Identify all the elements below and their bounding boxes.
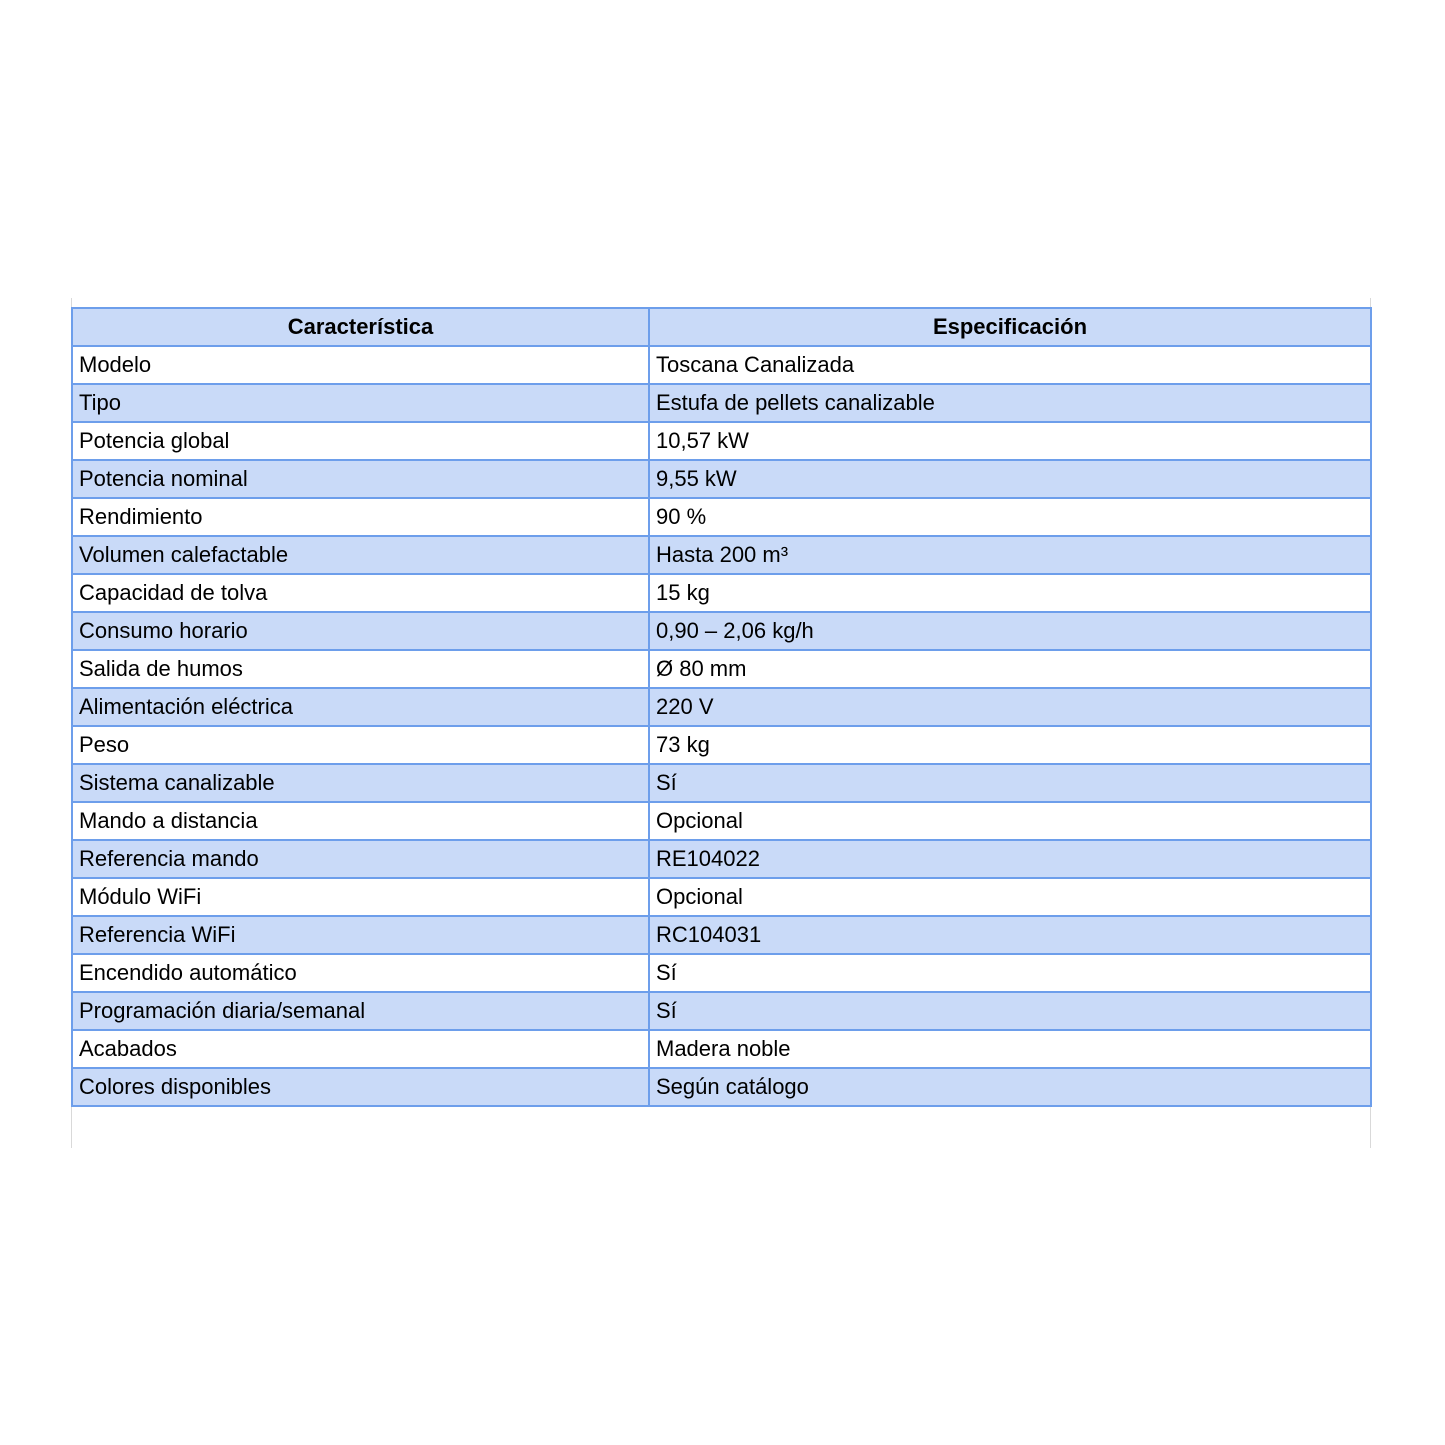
table-row xyxy=(72,802,1371,840)
characteristic-cell: Sistema canalizable xyxy=(72,764,649,802)
characteristic-cell: Potencia global xyxy=(72,422,649,460)
characteristic-cell: Rendimiento xyxy=(72,498,649,536)
specification-cell: Sí xyxy=(649,992,1371,1030)
table-row xyxy=(72,1030,1371,1068)
specification-cell: 90 % xyxy=(649,498,1371,536)
characteristic-cell: Referencia WiFi xyxy=(72,916,649,954)
characteristic-cell: Capacidad de tolva xyxy=(72,574,649,612)
specification-cell: RC104031 xyxy=(649,916,1371,954)
characteristic-cell: Mando a distancia xyxy=(72,802,649,840)
characteristic-cell: Encendido automático xyxy=(72,954,649,992)
table-row xyxy=(72,726,1371,764)
specification-cell: Opcional xyxy=(649,802,1371,840)
specification-cell: Toscana Canalizada xyxy=(649,346,1371,384)
characteristic-cell: Colores disponibles xyxy=(72,1068,649,1106)
specification-cell: Según catálogo xyxy=(649,1068,1371,1106)
table-row xyxy=(72,1068,1371,1106)
specification-cell: Madera noble xyxy=(649,1030,1371,1068)
table-row xyxy=(72,840,1371,878)
table-row xyxy=(72,536,1371,574)
table-row xyxy=(72,916,1371,954)
specification-cell: Hasta 200 m³ xyxy=(649,536,1371,574)
characteristic-cell: Potencia nominal xyxy=(72,460,649,498)
table-row xyxy=(72,346,1371,384)
table-row xyxy=(72,688,1371,726)
table-row xyxy=(72,460,1371,498)
header-row xyxy=(72,308,1371,346)
characteristic-cell: Salida de humos xyxy=(72,650,649,688)
characteristic-cell: Peso xyxy=(72,726,649,764)
table-row xyxy=(72,574,1371,612)
specification-cell: 10,57 kW xyxy=(649,422,1371,460)
characteristic-cell: Consumo horario xyxy=(72,612,649,650)
table-row xyxy=(72,992,1371,1030)
characteristic-cell: Acabados xyxy=(72,1030,649,1068)
specification-cell: Sí xyxy=(649,764,1371,802)
specification-cell: Estufa de pellets canalizable xyxy=(649,384,1371,422)
table-row xyxy=(72,650,1371,688)
spec-table-body xyxy=(72,346,1371,1106)
specification-cell: 9,55 kW xyxy=(649,460,1371,498)
specification-cell: 15 kg xyxy=(649,574,1371,612)
table-row xyxy=(72,878,1371,916)
characteristic-cell: Programación diaria/semanal xyxy=(72,992,649,1030)
table-row xyxy=(72,612,1371,650)
specification-cell: RE104022 xyxy=(649,840,1371,878)
specification-cell: Sí xyxy=(649,954,1371,992)
characteristic-cell: Referencia mando xyxy=(72,840,649,878)
characteristic-cell: Volumen calefactable xyxy=(72,536,649,574)
characteristic-cell: Alimentación eléctrica xyxy=(72,688,649,726)
characteristic-cell: Modelo xyxy=(72,346,649,384)
header-characteristic: Característica xyxy=(72,308,649,346)
table-row xyxy=(72,384,1371,422)
specification-cell: 73 kg xyxy=(649,726,1371,764)
header-specification: Especificación xyxy=(649,308,1371,346)
characteristic-cell: Tipo xyxy=(72,384,649,422)
table-row xyxy=(72,954,1371,992)
table-row xyxy=(72,498,1371,536)
table-row xyxy=(72,764,1371,802)
specification-cell: Ø 80 mm xyxy=(649,650,1371,688)
specification-cell: Opcional xyxy=(649,878,1371,916)
specification-cell: 220 V xyxy=(649,688,1371,726)
table-row xyxy=(72,422,1371,460)
spec-table xyxy=(71,307,1372,1107)
characteristic-cell: Módulo WiFi xyxy=(72,878,649,916)
specification-cell: 0,90 – 2,06 kg/h xyxy=(649,612,1371,650)
